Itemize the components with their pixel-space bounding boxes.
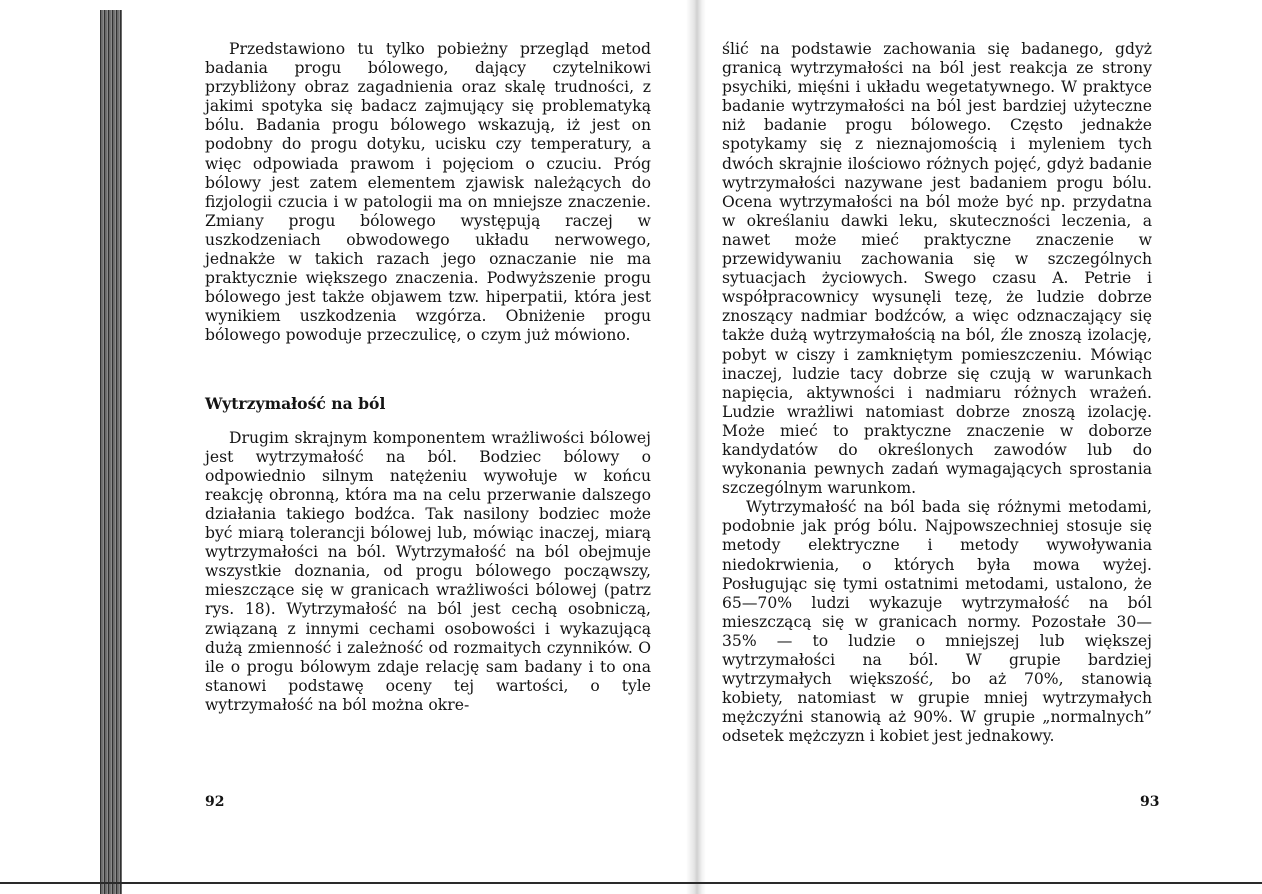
left-paragraph-2: Drugim skrajnym komponentem wrażliwości bólowej jest wytrzymałość na ból. Bodziec bólowy o odpowiednio silnym natężeniu wywołuje w końcu reakcję obronną, która ma na celu przerwanie dalszego działania takiego bodźca. Tak nasilony bodziec może być miarą tolerancji bólowej lub, mówiąc inaczej, miarą wytrzymałości na ból. Wytrzymałość na ból obejmuje wszystkie doznania, od progu bólowego począwszy, mieszczące się w granicach wrażliwości bólowej (patrz rys. 18). Wytrzymałość na ból jest cechą osobniczą, związaną z innymi cechami osobowości i wykazującą dużą zmienność i zależność od rozmaitych czynników. O ile o progu bólowym zdaje relację sam badany i to ona stanowi podstawę oceny tej wartości, o tyle wytrzymałość na ból można okre- [205, 428, 651, 714]
left-paragraph-1: Przedstawiono tu tylko pobieżny przegląd metod badania progu bólowego, dający czytelnikowi przybliżony obraz zagadnienia oraz skalę trudności, z jakimi spotyka się badacz zajmujący się problematyką bólu. Badania progu bólowego wskazują, iż jest on podobny do progu dotyku, ucisku czy temperatury, a więc odpowiada prawom i pojęciom o czuciu. Próg bólowy jest zatem elementem zjawisk należących do fizjologii czucia i w patologii ma on mniejsze znaczenie. Zmiany progu bólowego występują raczej w uszkodzeniach obwodowego układu nerwowego, jednakże w takich razach jego oznaczanie nie ma praktycznie większego znaczenia. Podwyższenie progu bólowego jest także objawem tzw. hiperpatii, która jest wynikiem uszkodzenia wzgórza. Obniżenie progu bólowego powoduje przeczulicę, o czym już mówiono. [205, 40, 651, 345]
left-page [205, 40, 651, 715]
right-page [722, 40, 1152, 746]
page-number-left: 92 [205, 794, 225, 810]
right-paragraph-2: Wytrzymałość na ból bada się różnymi metodami, podobnie jak próg bólu. Najpowszechniej stosuje się metody elektryczne i metody wywoływania niedokrwienia, o których była mowa wyżej. Posługując się tymi ostatnimi metodami, ustalono, że 65—70% ludzi wykazuje wytrzymałość na ból mieszczącą się w granicach normy. Pozostałe 30—35% — to ludzie o mniejszej lub większej wytrzymałości na ból. W grupie bardziej wytrzymałych większość, bo aż 70%, stanowią kobiety, natomiast w grupie mniej wytrzymałych mężczyźni stanowią aż 90%. W grupie „normalnych” odsetek mężczyzn i kobiet jest jednakowy. [722, 498, 1152, 746]
right-paragraph-1: ślić na podstawie zachowania się badanego, gdyż granicą wytrzymałości na ból jest reakcja ze strony psychiki, mięśni i układu wegetatywnego. W praktyce badanie wytrzymałości na ból jest bardziej użyteczne niż badanie progu bólowego. Często jednakże spotykamy się z nieznajomością i myleniem tych dwóch skrajnie ilościowo różnych pojęć, gdyż badanie wytrzymałości nazywane jest badaniem progu bólu. Ocena wytrzymałości na ból może być np. przydatna w określaniu dawki leku, skuteczności leczenia, a nawet może mieć praktyczne znaczenie w przewidywaniu zachowania się w szczególnych sytuacjach życiowych. Swego czasu A. Petrie i współpracownicy wysunęli tezę, że ludzie dobrze znoszący nadmiar bodźców, a więc odznaczający się także dużą wytrzymałością na ból, źle znoszą izolację, pobyt w ciszy i zamkniętym pomieszczeniu. Mówiąc inaczej, ludzie tacy dobrze się czują w warunkach napięcia, aktywności i nadmiaru różnych wrażeń. Ludzie wrażliwi natomiast dobrze znoszą izolację. Może mieć to praktyczne znaczenie w doborze kandydatów do określonych zawodów lub do wykonania pewnych zadań wymagających sprostania szczególnym warunkom. [722, 40, 1152, 498]
section-heading: Wytrzymałość na ból [205, 393, 386, 413]
page-bottom-edge [0, 882, 1262, 884]
page-gutter [686, 0, 706, 894]
book-binding-edge [100, 10, 122, 894]
page-number-right: 93 [1140, 794, 1160, 810]
